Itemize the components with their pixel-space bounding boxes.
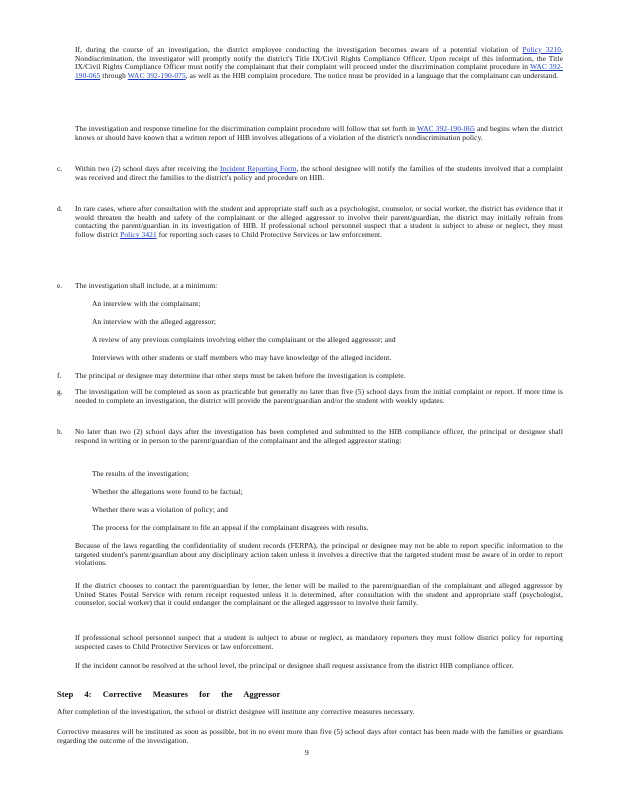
item-f-label: f. <box>57 371 62 380</box>
list-item: Interviews with other students or staff members who may have knowledge of the alleged incident. <box>92 353 392 362</box>
incident-reporting-form-link[interactable]: Incident Reporting Form <box>219 164 297 173</box>
item-d-label: d. <box>57 204 63 213</box>
item-e-label: e. <box>57 281 63 290</box>
step-4-heading: Step 4: Corrective Measures for the Aggressor <box>57 689 281 699</box>
list-item: The results of the investigation; <box>92 469 189 478</box>
paragraph-letter-contact: If the district chooses to contact the parent/guardian by letter, the letter will be mailed to the parent/guardian of the complainant and alleged aggressor by United States Postal Service with return receipt requested unless it is determined, after consultation with the student and appropriate staff (psychologist, counselor, social worker) that it could endanger the complainant or the alleged aggressor to involve their family. <box>75 581 563 608</box>
item-h-label: h. <box>57 427 63 436</box>
list-item: Whether there was a violation of policy; and <box>92 505 228 514</box>
list-item: An interview with the alleged aggressor; <box>92 317 217 326</box>
list-item: A review of any previous complaints involving either the complainant or the alleged aggressor; and <box>92 335 396 344</box>
step-4-paragraph-2: Corrective measures will be instituted as soon as possible, but in no event more than five (5) school days after contact has been made with the families or guardians regarding the outcome of the investigation. <box>57 727 563 745</box>
paragraph-unresolved: If the incident cannot be resolved at the school level, the principal or designee shall request assistance from the district HIB compliance officer. <box>75 661 514 670</box>
paragraph-investigation-timeline: The investigation and response timeline for the discrimination complaint procedure will follow that set forth in WAC 392-190-065 and begins when the district knows or should have known that a written report of HIB involves allegations of a violation of the district's nondiscrimination policy. <box>75 124 563 142</box>
page-number: 9 <box>305 748 309 757</box>
item-e-text: The investigation shall include, at a minimum: <box>75 281 218 290</box>
item-d-text: In rare cases, where after consultation with the student and appropriate staff such as a psychologist, counselor, or social worker, the district has evidence that it would threaten the health and safety of the complainant or the alleged aggressor to involve their parent/guardian, the district may initially refrain from contacting the parent/guardian in its investigation of HIB. If professional school personnel suspect that a student is subject to abuse or neglect, they must follow district Policy 3421 for reporting such cases to Child Protective Services or law enforcement. <box>75 204 563 240</box>
policy-3421-link[interactable]: Policy 3421 <box>120 230 157 240</box>
list-item: Whether the allegations were found to be factual; <box>92 487 243 496</box>
paragraph-mandatory-reporters: If professional school personnel suspect that a student is subject to abuse or neglect, as mandatory reporters they must follow district policy for reporting suspected cases to Child Protective Services or law enforcement. <box>75 633 563 651</box>
step-4-paragraph-1: After completion of the investigation, the school or district designee will institute any corrective measures necessary. <box>57 707 415 716</box>
paragraph-title-ix-notice: If, during the course of an investigation, the district employee conducting the investigation becomes aware of a potential violation of Policy 3210, Nondiscrimination, the investigator will promptly notify the district's Title IX/Civil Rights Compliance Officer. Upon receipt of this information, the Title IX/Civil Rights Compliance Officer must notify the complainant that their complaint will proceed under the discrimination complaint procedure in WAC 392-190-065 through WAC 392-190-075, as well as the HIB complaint procedure. The notice must be provided in a language that the complainant can understand. <box>75 45 563 81</box>
item-f-text: The principal or designee may determine that other steps must be taken before the investigation is complete. <box>75 371 406 380</box>
list-item: The process for the complainant to file an appeal if the complainant disagrees with results. <box>92 523 369 532</box>
item-c-text: Within two (2) school days after receiving the Incident Reporting Form, the school designee will notify the families of the students involved that a complaint was received and direct the families to the district's policy and procedure on HIB. <box>75 164 563 182</box>
item-h-text: No later than two (2) school days after the investigation has been completed and submitted to the HIB compliance officer, the principal or designee shall respond in writing or in person to the parent/guardian of the complainant and the alleged aggressor stating: <box>75 427 563 445</box>
item-g-text: The investigation will be completed as soon as practicable but generally no later than five (5) school days from the initial complaint or report. If more time is needed to complete an investigation, the district will provide the parent/guardian and/or the student with weekly updates. <box>75 387 563 405</box>
policy-3210-link[interactable]: Policy 3210 <box>522 45 562 54</box>
wac-392-190-065-link-2[interactable]: WAC 392-190-065 <box>416 124 475 133</box>
wac-392-190-075-link[interactable]: WAC 392-190-075 <box>127 71 186 81</box>
item-g-label: g. <box>57 387 63 396</box>
paragraph-ferpa: Because of the laws regarding the confidentiality of student records (FERPA), the principal or designee may not be able to report specific information to the targeted student's parent/guardian about any disciplinary action taken unless it involves a directive that the targeted student must be aware of in order to report violations. <box>75 541 563 568</box>
wac-392-190-065-link[interactable]: WAC 392-190-065 <box>75 62 563 81</box>
item-c-label: c. <box>57 164 63 173</box>
list-item: An interview with the complainant; <box>92 299 201 308</box>
